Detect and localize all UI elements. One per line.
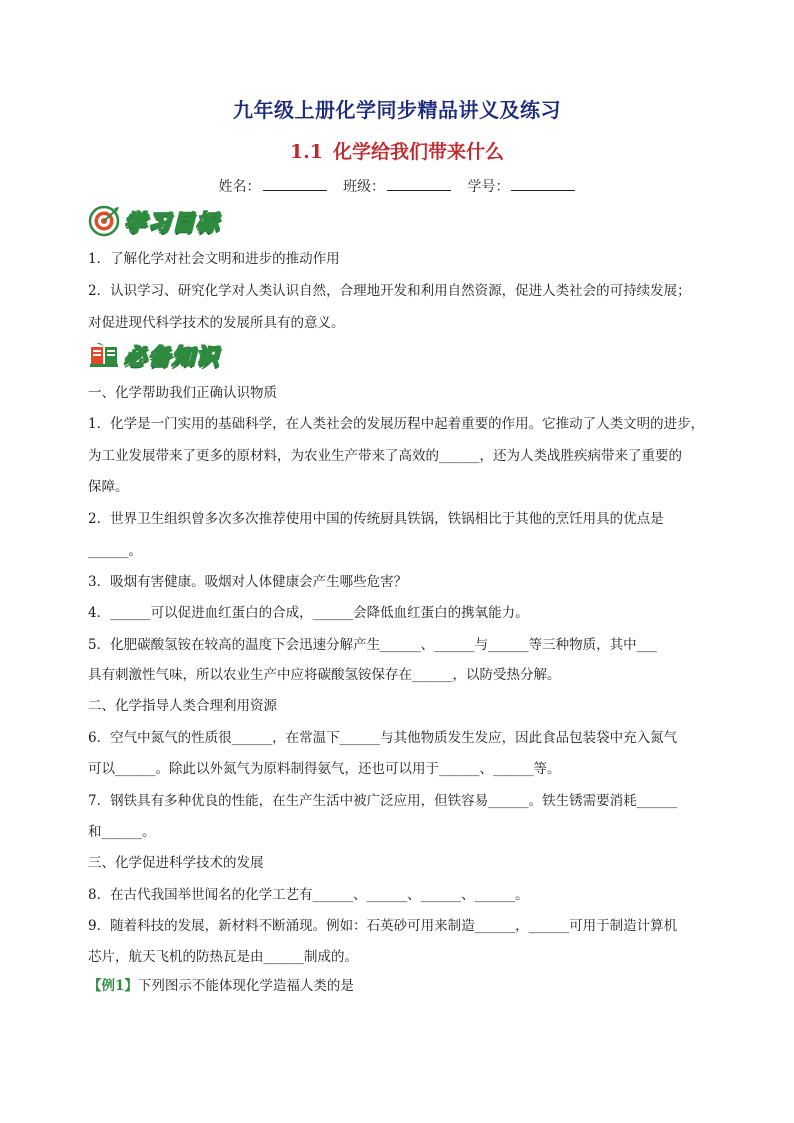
id-blank (511, 178, 575, 191)
question-line: 芯片，航天飞机的防热瓦是由______制成的。 (88, 949, 358, 965)
question-line: 保障。 (88, 479, 129, 495)
question-line: 2．世界卫生组织曾多次多次推荐使用中国的传统厨具铁锅，铁锅相比于其他的烹饪用具的优点是 (88, 511, 664, 527)
goal-line: 2．认识学习、研究化学对人类认识自然，合理地开发和利用自然资源，促进人类社会的可持续发展； (88, 283, 691, 299)
knowledge-banner-text: 必备知识 (124, 344, 221, 370)
question-line: 5．化肥碳酸氢铵在较高的温度下会迅速分解产生______、______与______等三种物质，其中___ (88, 637, 657, 653)
document-title: 九年级上册化学同步精品讲义及练习 (233, 98, 561, 122)
goal-line: 1．了解化学对社会文明和进步的推动作用 (88, 251, 340, 267)
question-line: 1．化学是一门实用的基础科学，在人类社会的发展历程中起着重要的作用。它推动了人类文明的进步， (88, 416, 705, 432)
example-tag: 【例1】 (88, 978, 138, 994)
student-info-line (0, 176, 794, 196)
name-blank (263, 178, 327, 191)
target-icon (88, 205, 120, 237)
lesson-name: 化学给我们带来什么 (333, 141, 505, 163)
lesson-title (0, 137, 794, 164)
goals-banner (88, 205, 220, 237)
goal-line: 对促进现代科学技术的发展所具有的意义。 (88, 315, 345, 331)
question-line: 为工业发展带来了更多的原材料，为农业生产带来了高效的______，还为人类战胜疾病带来了重要的 (88, 448, 682, 464)
id-field: 学号： (467, 179, 575, 195)
question-line: 可以______。除此以外氮气为原料制得氨气，还也可以用于______、______等。 (88, 761, 561, 777)
knowledge-banner (88, 339, 220, 371)
example-text: 下列图示不能体现化学造福人类的是 (137, 978, 354, 994)
goals-banner-text: 学习目标 (124, 210, 221, 236)
question-line: 4．______可以促进血红蛋白的合成，______会降低血红蛋白的携氧能力。 (88, 605, 529, 621)
question-line: 9．随着科技的发展，新材料不断涌现。例如：石英砂可用来制造______，______可用于制造计算机 (88, 918, 678, 934)
section-heading: 三、化学促进科学技术的发展 (88, 855, 264, 871)
question-line: 和______。 (88, 824, 156, 840)
name-field: 姓名： (219, 179, 327, 195)
question-line: 6．空气中氮气的性质很______，在常温下______与其他物质发生发应，因此食品包装袋中充入氮气 (88, 730, 678, 746)
question-line: 7．钢铁具有多种优良的性能，在生产生活中被广泛应用，但铁容易______。铁生锈需要消耗______ (88, 793, 678, 809)
section-heading: 二、化学指导人类合理利用资源 (88, 698, 277, 714)
question-line: 3．吸烟有害健康。吸烟对人体健康会产生哪些危害？ (88, 574, 408, 590)
question-line: 具有刺激性气味，所以农业生产中应将碳酸氢铵保存在______，以防受热分解。 (88, 667, 561, 683)
lesson-number: 1.1 (289, 141, 324, 163)
example-line (88, 976, 708, 996)
class-field: 班级： (343, 179, 451, 195)
class-blank (387, 178, 451, 191)
section-heading: 一、化学帮助我们正确认识物质 (88, 385, 277, 401)
question-line: 8．在古代我国举世闻名的化学工艺有______、______、______、______。 (88, 887, 529, 903)
book-icon (88, 339, 120, 371)
question-line: ______。 (88, 543, 142, 559)
